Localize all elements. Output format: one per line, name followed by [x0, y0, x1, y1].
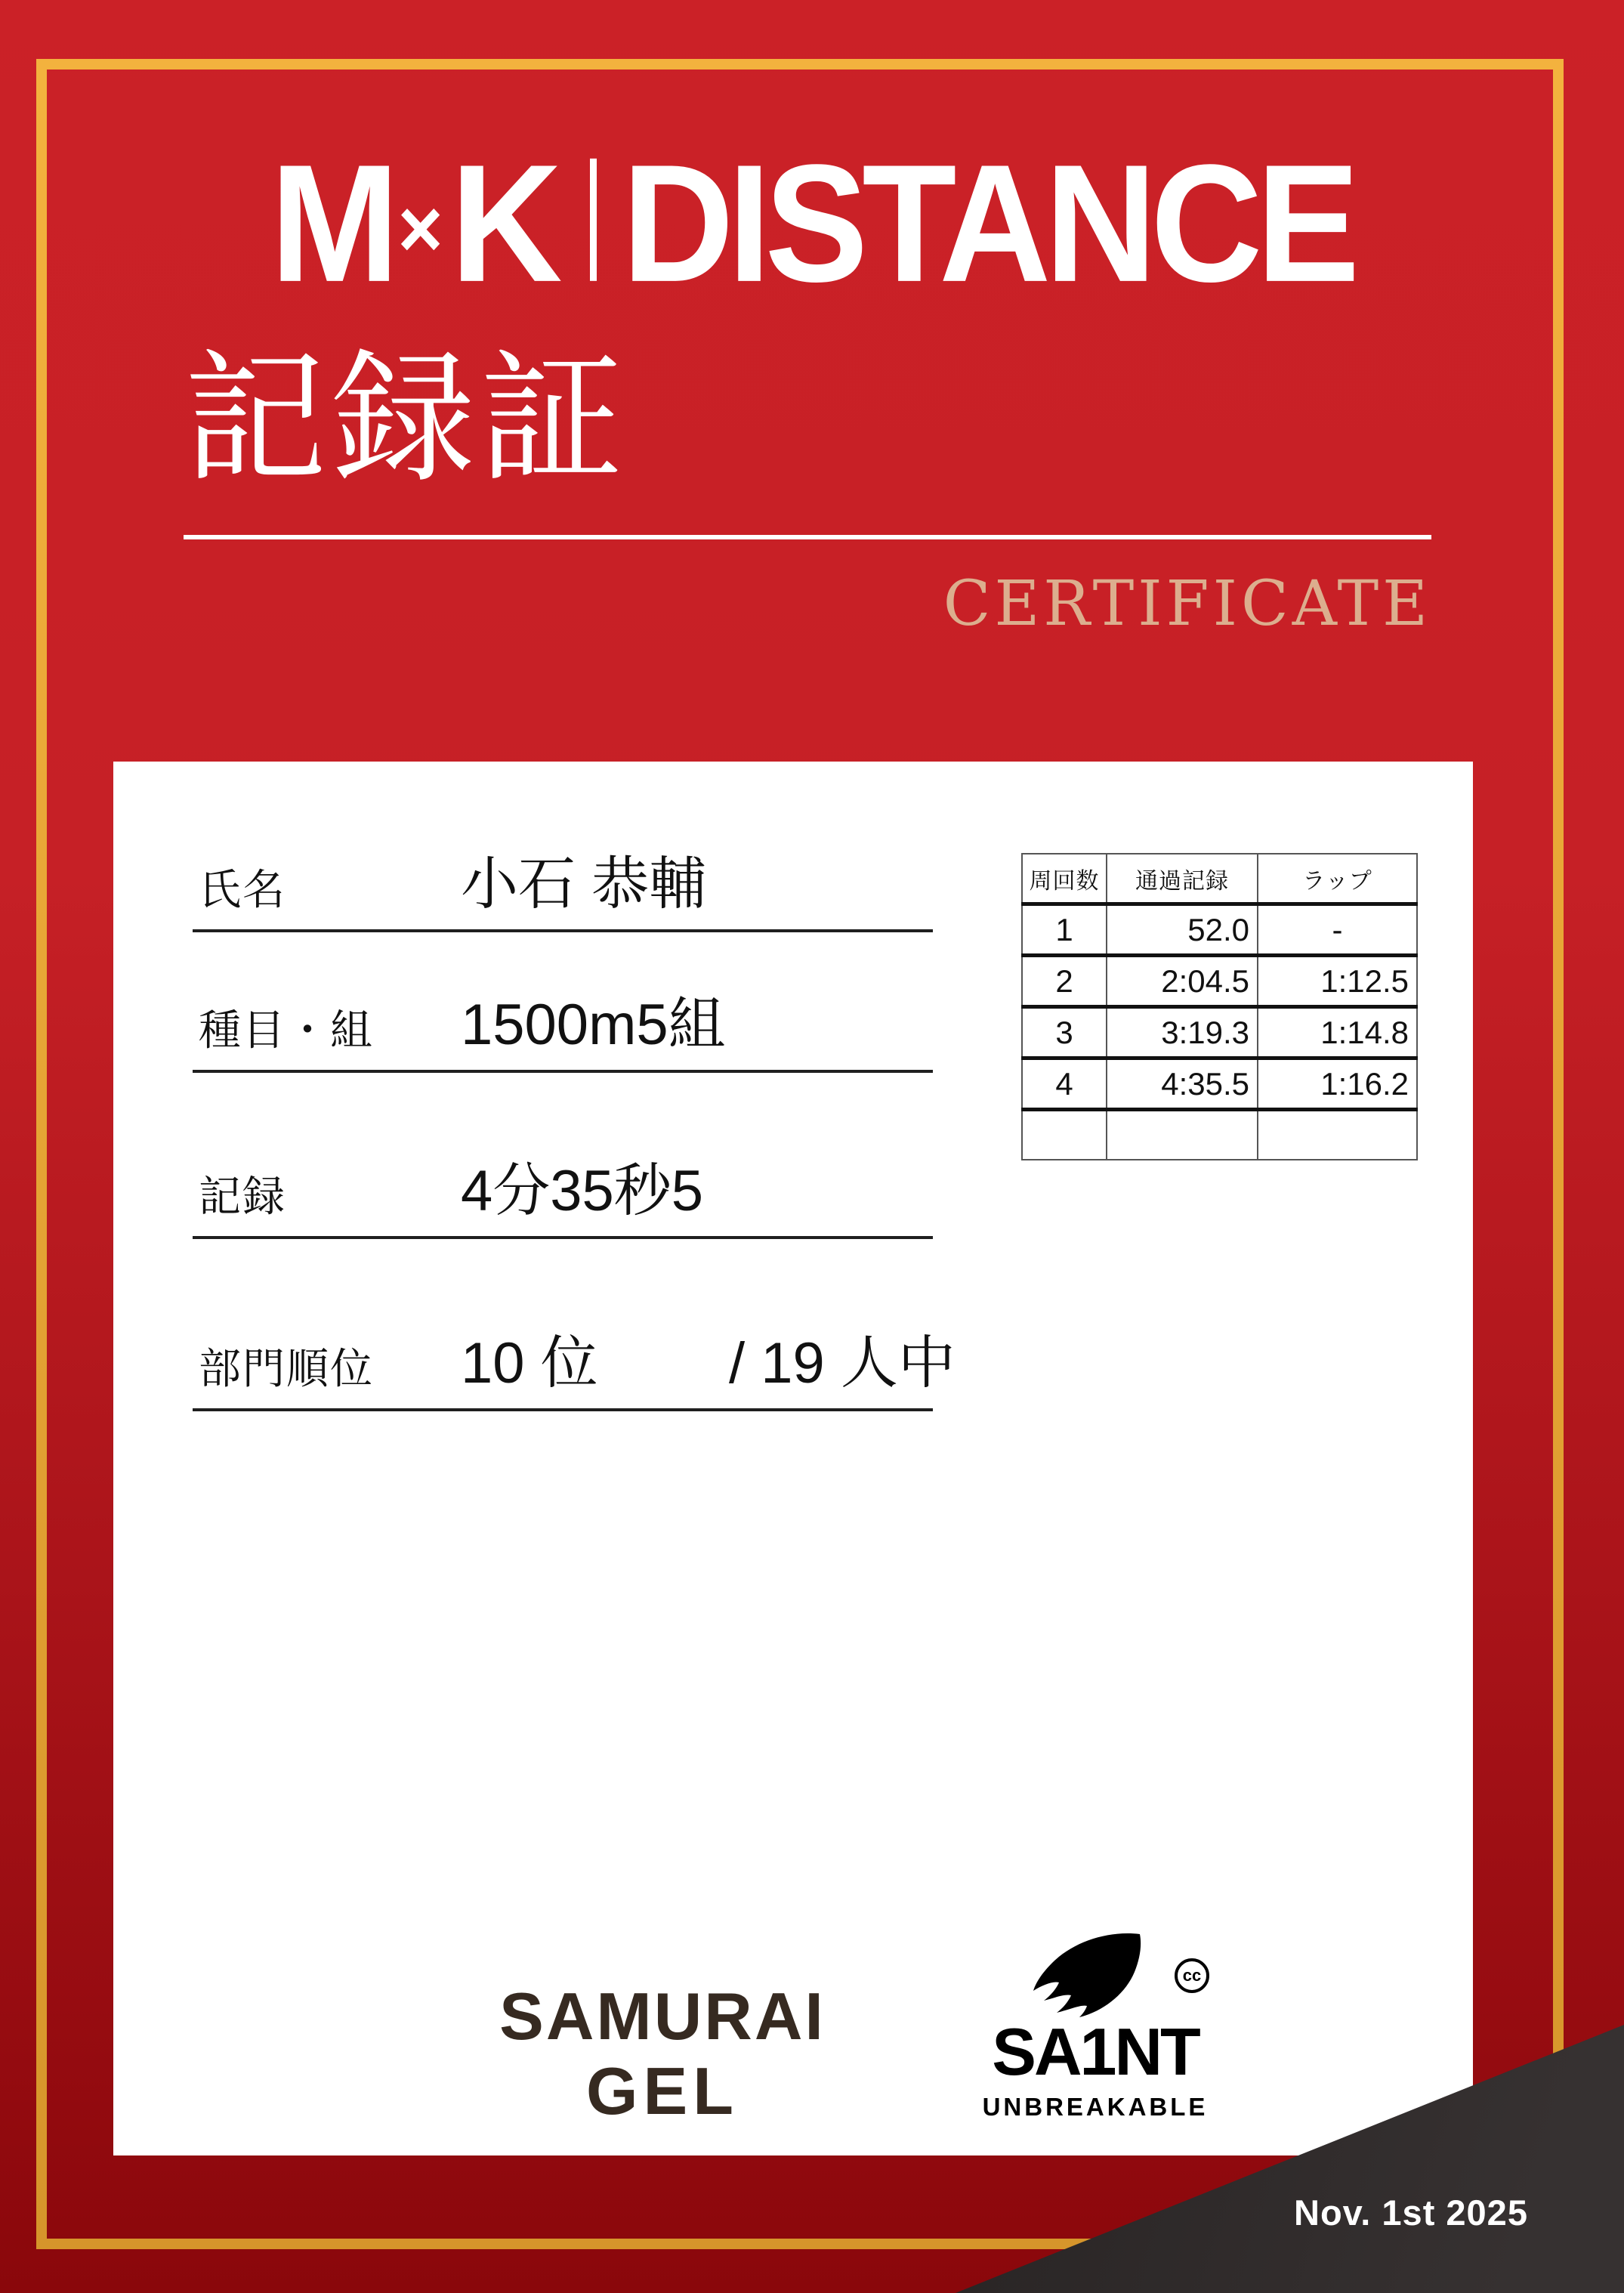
- saint-unbreakable-logo: [978, 1933, 1212, 2121]
- name-label: 氏名: [199, 866, 286, 913]
- rank-total-value: / 19 人中: [729, 1331, 956, 1395]
- lap-cell: 3: [1022, 1007, 1107, 1058]
- logo-times-glyph: ×: [397, 181, 443, 276]
- lap-cell: 3:19.3: [1107, 1007, 1258, 1058]
- saint-logo-text: SA1NT: [992, 2014, 1199, 2089]
- logo-k: K: [450, 130, 557, 317]
- event-date: Nov. 1st 2025: [1294, 2193, 1528, 2233]
- field-row-event: [193, 991, 933, 1073]
- lap-cell: 1:16.2: [1258, 1058, 1417, 1110]
- samurai-logo-text: SAMURAI: [499, 1979, 826, 2054]
- rank-label: 部門順位: [199, 1345, 374, 1392]
- lap-header-lap: ラップ: [1258, 854, 1417, 904]
- lap-cell: [1258, 1110, 1417, 1160]
- lap-header-laps: 周回数: [1022, 854, 1107, 904]
- field-row-rank: [193, 1330, 956, 1411]
- lap-cell: 4: [1022, 1058, 1107, 1110]
- logo-divider-bar: [590, 159, 597, 281]
- lap-cell: 2:04.5: [1107, 956, 1258, 1007]
- rank-value: 10 位: [461, 1331, 598, 1395]
- unbreakable-logo-text: UNBREAKABLE: [982, 2093, 1209, 2121]
- lap-row-2: [1022, 956, 1417, 1007]
- record-label: 記録: [199, 1173, 286, 1220]
- name-value: 小石 恭輔: [461, 852, 707, 916]
- lap-cell: 4:35.5: [1107, 1058, 1258, 1110]
- lap-row-4: [1022, 1058, 1417, 1110]
- logo-distance: DISTANCE: [622, 130, 1354, 317]
- lap-row-1: [1022, 904, 1417, 956]
- logo-m: M: [270, 130, 394, 317]
- mxk-distance-logo: [0, 130, 1624, 317]
- lap-table: [1021, 853, 1418, 1160]
- lap-cell: [1022, 1110, 1107, 1160]
- certificate-title-english: CERTIFICATE: [943, 568, 1431, 640]
- certificate-card: [113, 762, 1473, 2155]
- field-row-name: [193, 851, 933, 932]
- cc-badge: cc: [1175, 1958, 1209, 1993]
- lap-cell: 1:14.8: [1258, 1007, 1417, 1058]
- lap-cell: 1:12.5: [1258, 956, 1417, 1007]
- lap-row-empty: [1022, 1110, 1417, 1160]
- lap-cell: 1: [1022, 904, 1107, 956]
- event-value: 1500m5組: [461, 993, 726, 1057]
- samurai-gel-logo: [436, 1979, 889, 2128]
- lap-cell: 2: [1022, 956, 1107, 1007]
- certificate-title-japanese: 記録証: [184, 335, 628, 502]
- lap-cell: -: [1258, 904, 1417, 956]
- event-label: 種目・組: [199, 1006, 374, 1054]
- gel-logo-text: GEL: [586, 2053, 739, 2128]
- lap-cell: 52.0: [1107, 904, 1258, 956]
- lap-header-split: 通過記録: [1107, 854, 1258, 904]
- wing-icon: [978, 1933, 1212, 2019]
- lap-table-header-row: [1022, 854, 1417, 904]
- lap-row-3: [1022, 1007, 1417, 1058]
- title-underline: [184, 535, 1431, 539]
- field-row-record: [193, 1157, 933, 1239]
- lap-cell: [1107, 1110, 1258, 1160]
- record-value: 4分35秒5: [461, 1159, 704, 1223]
